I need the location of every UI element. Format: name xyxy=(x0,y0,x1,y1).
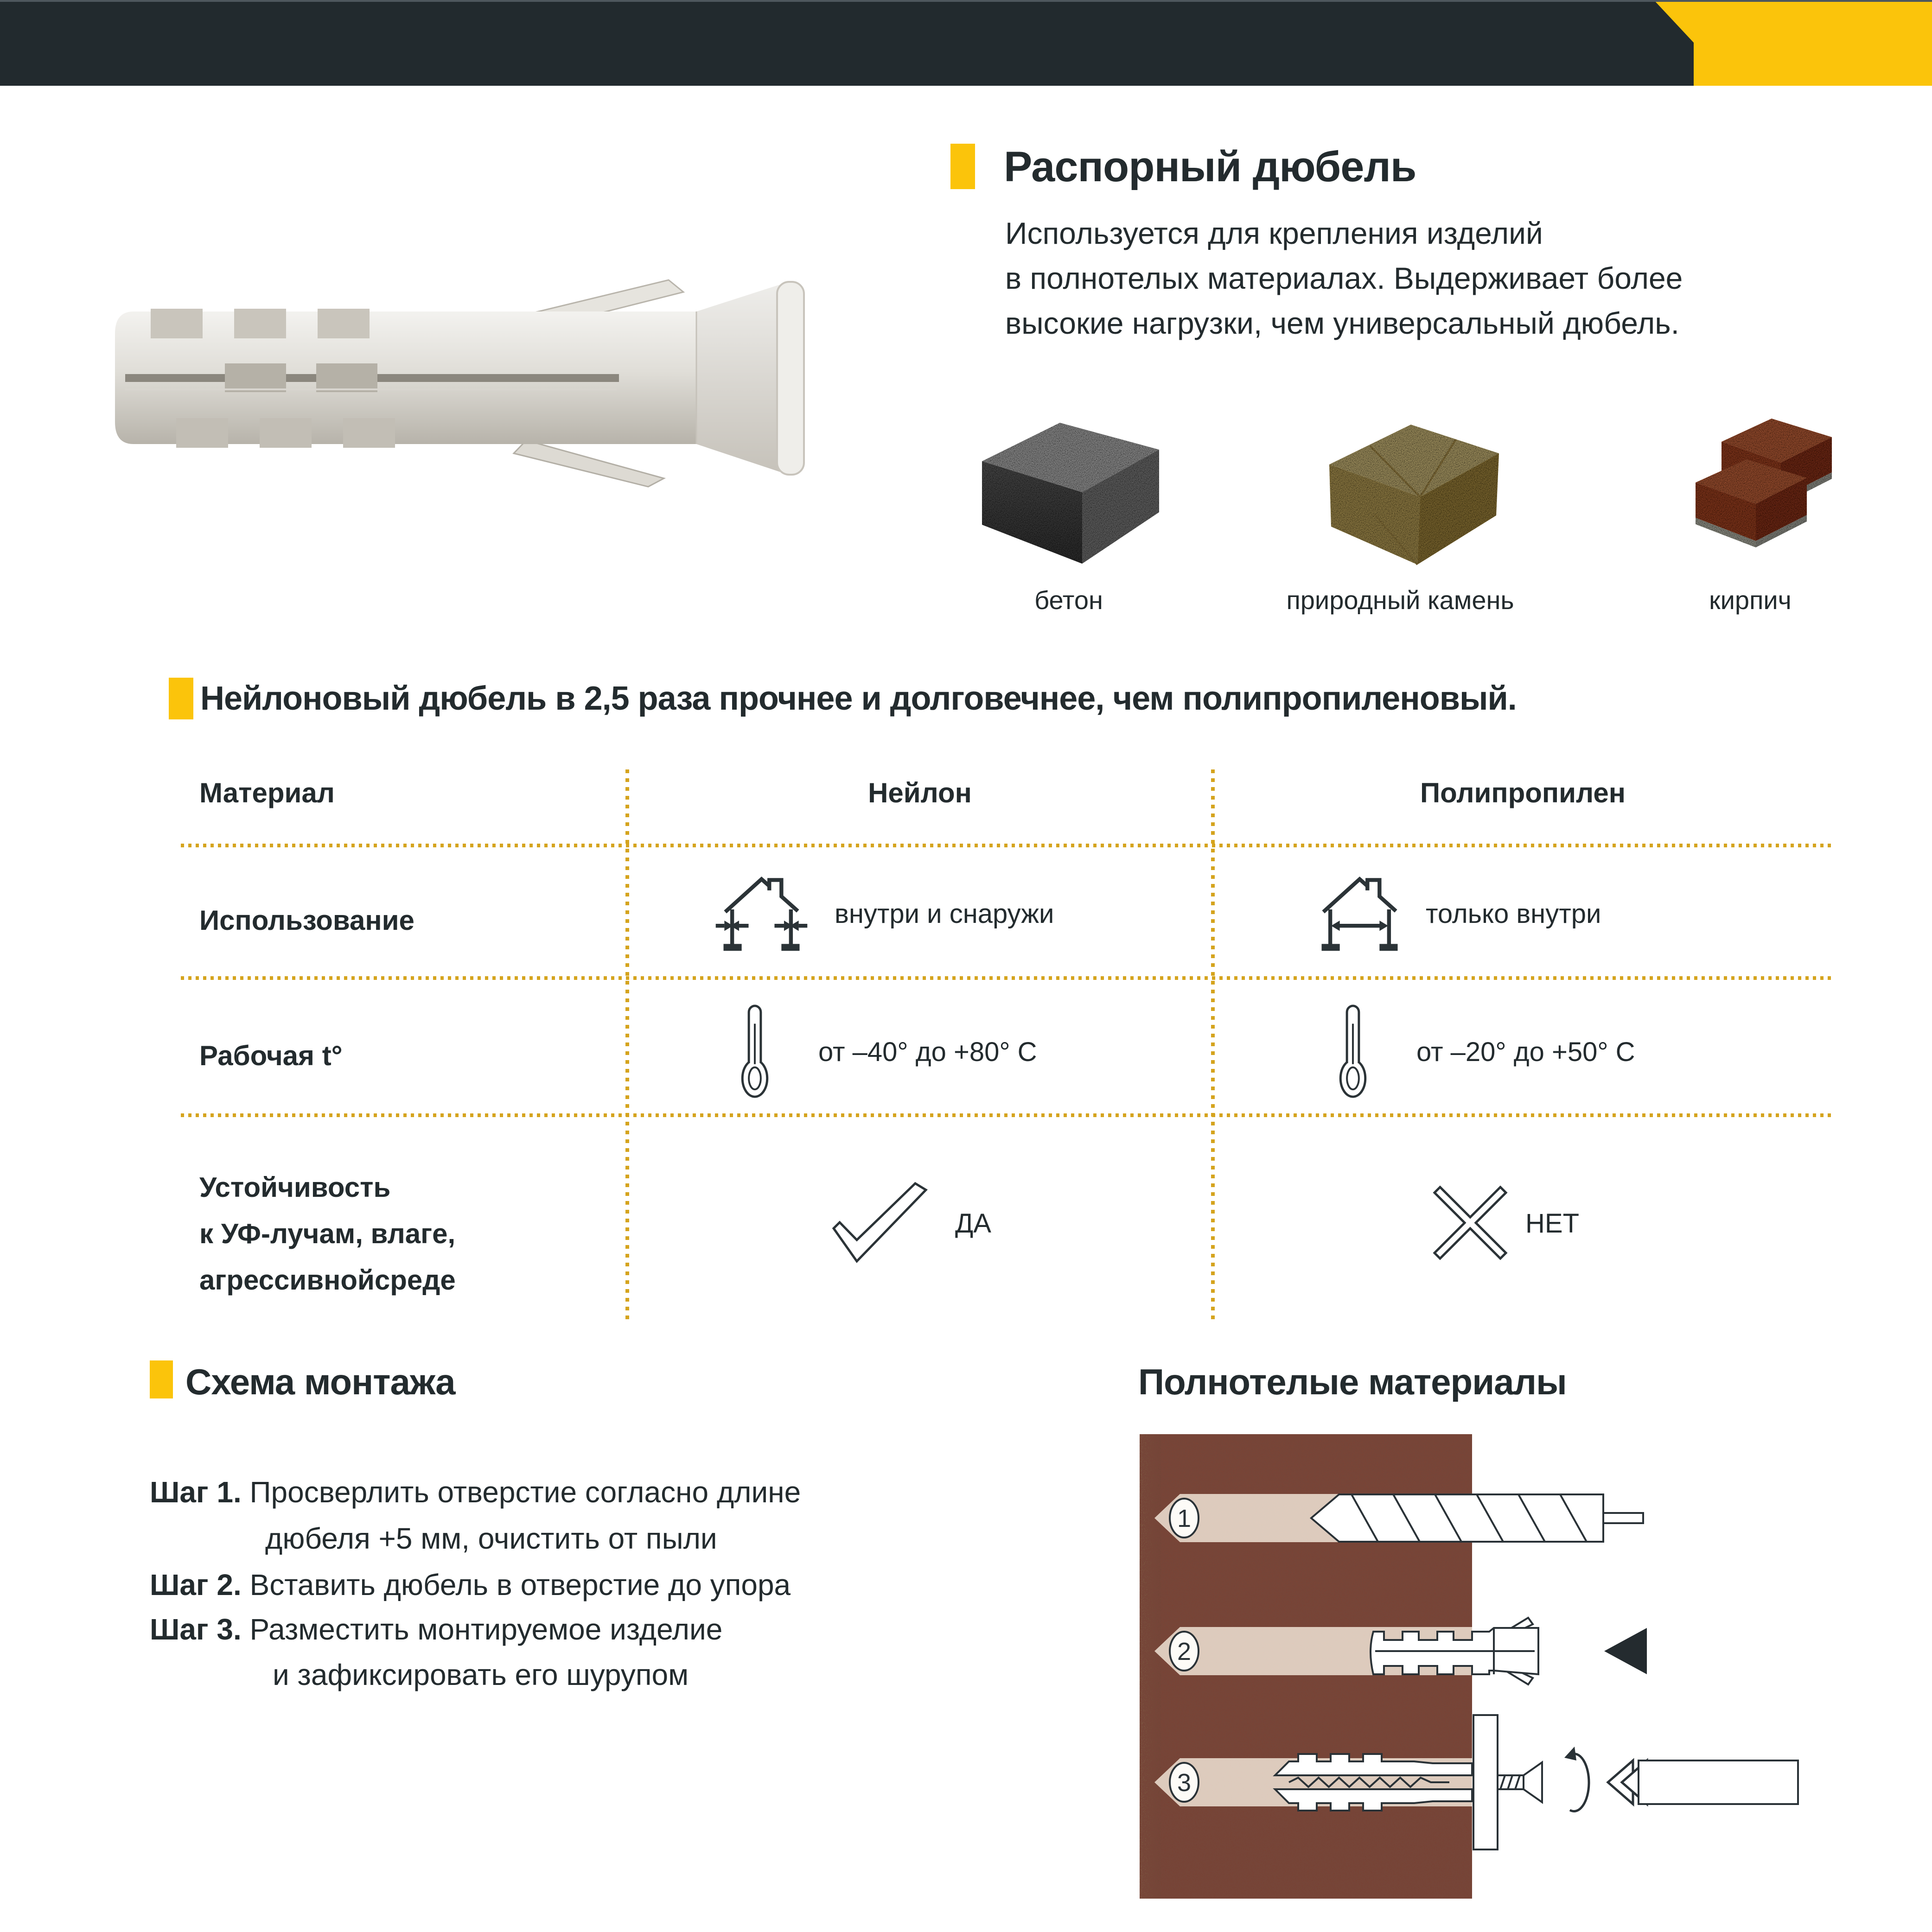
row-label-resistance: Устойчивость к УФ-лучам, влаге, агрессивнойсреде xyxy=(199,1172,456,1296)
column-header-poly: Полипропилен xyxy=(1420,777,1626,808)
header-bar xyxy=(0,0,1932,86)
table-divider-horizontal xyxy=(181,976,1831,980)
header-top-line xyxy=(0,0,1932,2)
description-line: в полнотелых материалах. Выдерживает более xyxy=(1005,261,1683,295)
brick-image xyxy=(1653,415,1848,570)
row-label-usage: Использование xyxy=(199,905,414,936)
usage-nylon-value: внутри и снаружи xyxy=(835,899,1054,929)
montage-heading: Схема монтажа xyxy=(185,1361,455,1402)
screwdriver-icon xyxy=(1608,1760,1798,1804)
hero-description xyxy=(1005,211,1683,346)
description-line: высокие нагрузки, чем универсальный дюбель. xyxy=(1005,306,1679,340)
screw-icon xyxy=(1498,1762,1542,1802)
concrete-block-image xyxy=(969,417,1168,568)
hero-accent-bar xyxy=(950,144,975,189)
table-divider-horizontal xyxy=(181,844,1831,847)
column-header-material: Материал xyxy=(199,777,335,808)
svg-text:1: 1 xyxy=(1177,1505,1192,1532)
montage-accent-bar xyxy=(150,1360,173,1398)
insert-direction-arrow xyxy=(1604,1628,1647,1674)
step-label: Шаг 1. xyxy=(150,1475,242,1509)
dowel-product-photo xyxy=(107,269,821,489)
material-label-concrete: бетон xyxy=(1034,585,1103,615)
drill-bit-icon xyxy=(1311,1494,1643,1542)
cross-icon xyxy=(1431,1183,1510,1262)
step-text: Просверлить отверстие согласно длине xyxy=(249,1475,801,1509)
step-text: Разместить монтируемое изделие xyxy=(249,1613,723,1646)
column-header-nylon: Нейлон xyxy=(868,777,972,808)
material-label-brick: кирпич xyxy=(1709,585,1792,615)
usage-poly-value: только внутри xyxy=(1426,899,1601,929)
temperature-nylon-value: от –40° до +80° С xyxy=(818,1037,1037,1067)
svg-text:3: 3 xyxy=(1177,1769,1192,1797)
natural-stone-image xyxy=(1305,417,1518,568)
solid-materials-heading: Полнотелые материалы xyxy=(1138,1361,1567,1402)
step-label: Шаг 2. xyxy=(150,1568,242,1602)
thermometer-icon xyxy=(732,1003,778,1099)
checkmark-icon xyxy=(830,1181,930,1265)
description-line: Используется для крепления изделий xyxy=(1005,216,1543,250)
house-in-out-icon xyxy=(714,871,809,959)
montage-step-3-cont: и зафиксировать его шурупом xyxy=(273,1658,689,1691)
table-divider-horizontal xyxy=(181,1113,1831,1117)
dowel-expanded-icon xyxy=(1275,1754,1472,1811)
mounted-plate xyxy=(1473,1715,1498,1849)
svg-text:2: 2 xyxy=(1177,1638,1192,1665)
material-label-stone: природный камень xyxy=(1286,585,1514,615)
comparison-accent-bar xyxy=(169,678,193,719)
temperature-poly-value: от –20° до +50° С xyxy=(1416,1037,1635,1067)
step-text: Вставить дюбель в отверстие до упора xyxy=(249,1568,791,1602)
montage-step-1-cont: дюбеля +5 мм, очистить от пыли xyxy=(265,1522,717,1555)
thermometer-icon xyxy=(1330,1003,1376,1099)
resistance-poly-value: НЕТ xyxy=(1525,1208,1579,1239)
step-label: Шаг 3. xyxy=(150,1613,242,1646)
montage-step-2 xyxy=(150,1568,791,1602)
house-in-only-icon xyxy=(1312,871,1407,959)
row-label-temperature: Рабочая t° xyxy=(199,1040,343,1071)
table-divider-vertical xyxy=(625,769,629,1320)
table-divider-vertical xyxy=(1211,769,1215,1320)
comparison-heading: Нейлоновый дюбель в 2,5 раза прочнее и долговечнее, чем полипропиленовый. xyxy=(200,680,1517,717)
montage-step-1 xyxy=(150,1475,801,1509)
rotation-arrow-icon xyxy=(1564,1747,1589,1811)
page-title: Распорный дюбель xyxy=(1004,143,1416,191)
installation-diagram xyxy=(1136,1431,1845,1904)
resistance-nylon-value: ДА xyxy=(955,1208,991,1239)
montage-step-3 xyxy=(150,1612,722,1646)
